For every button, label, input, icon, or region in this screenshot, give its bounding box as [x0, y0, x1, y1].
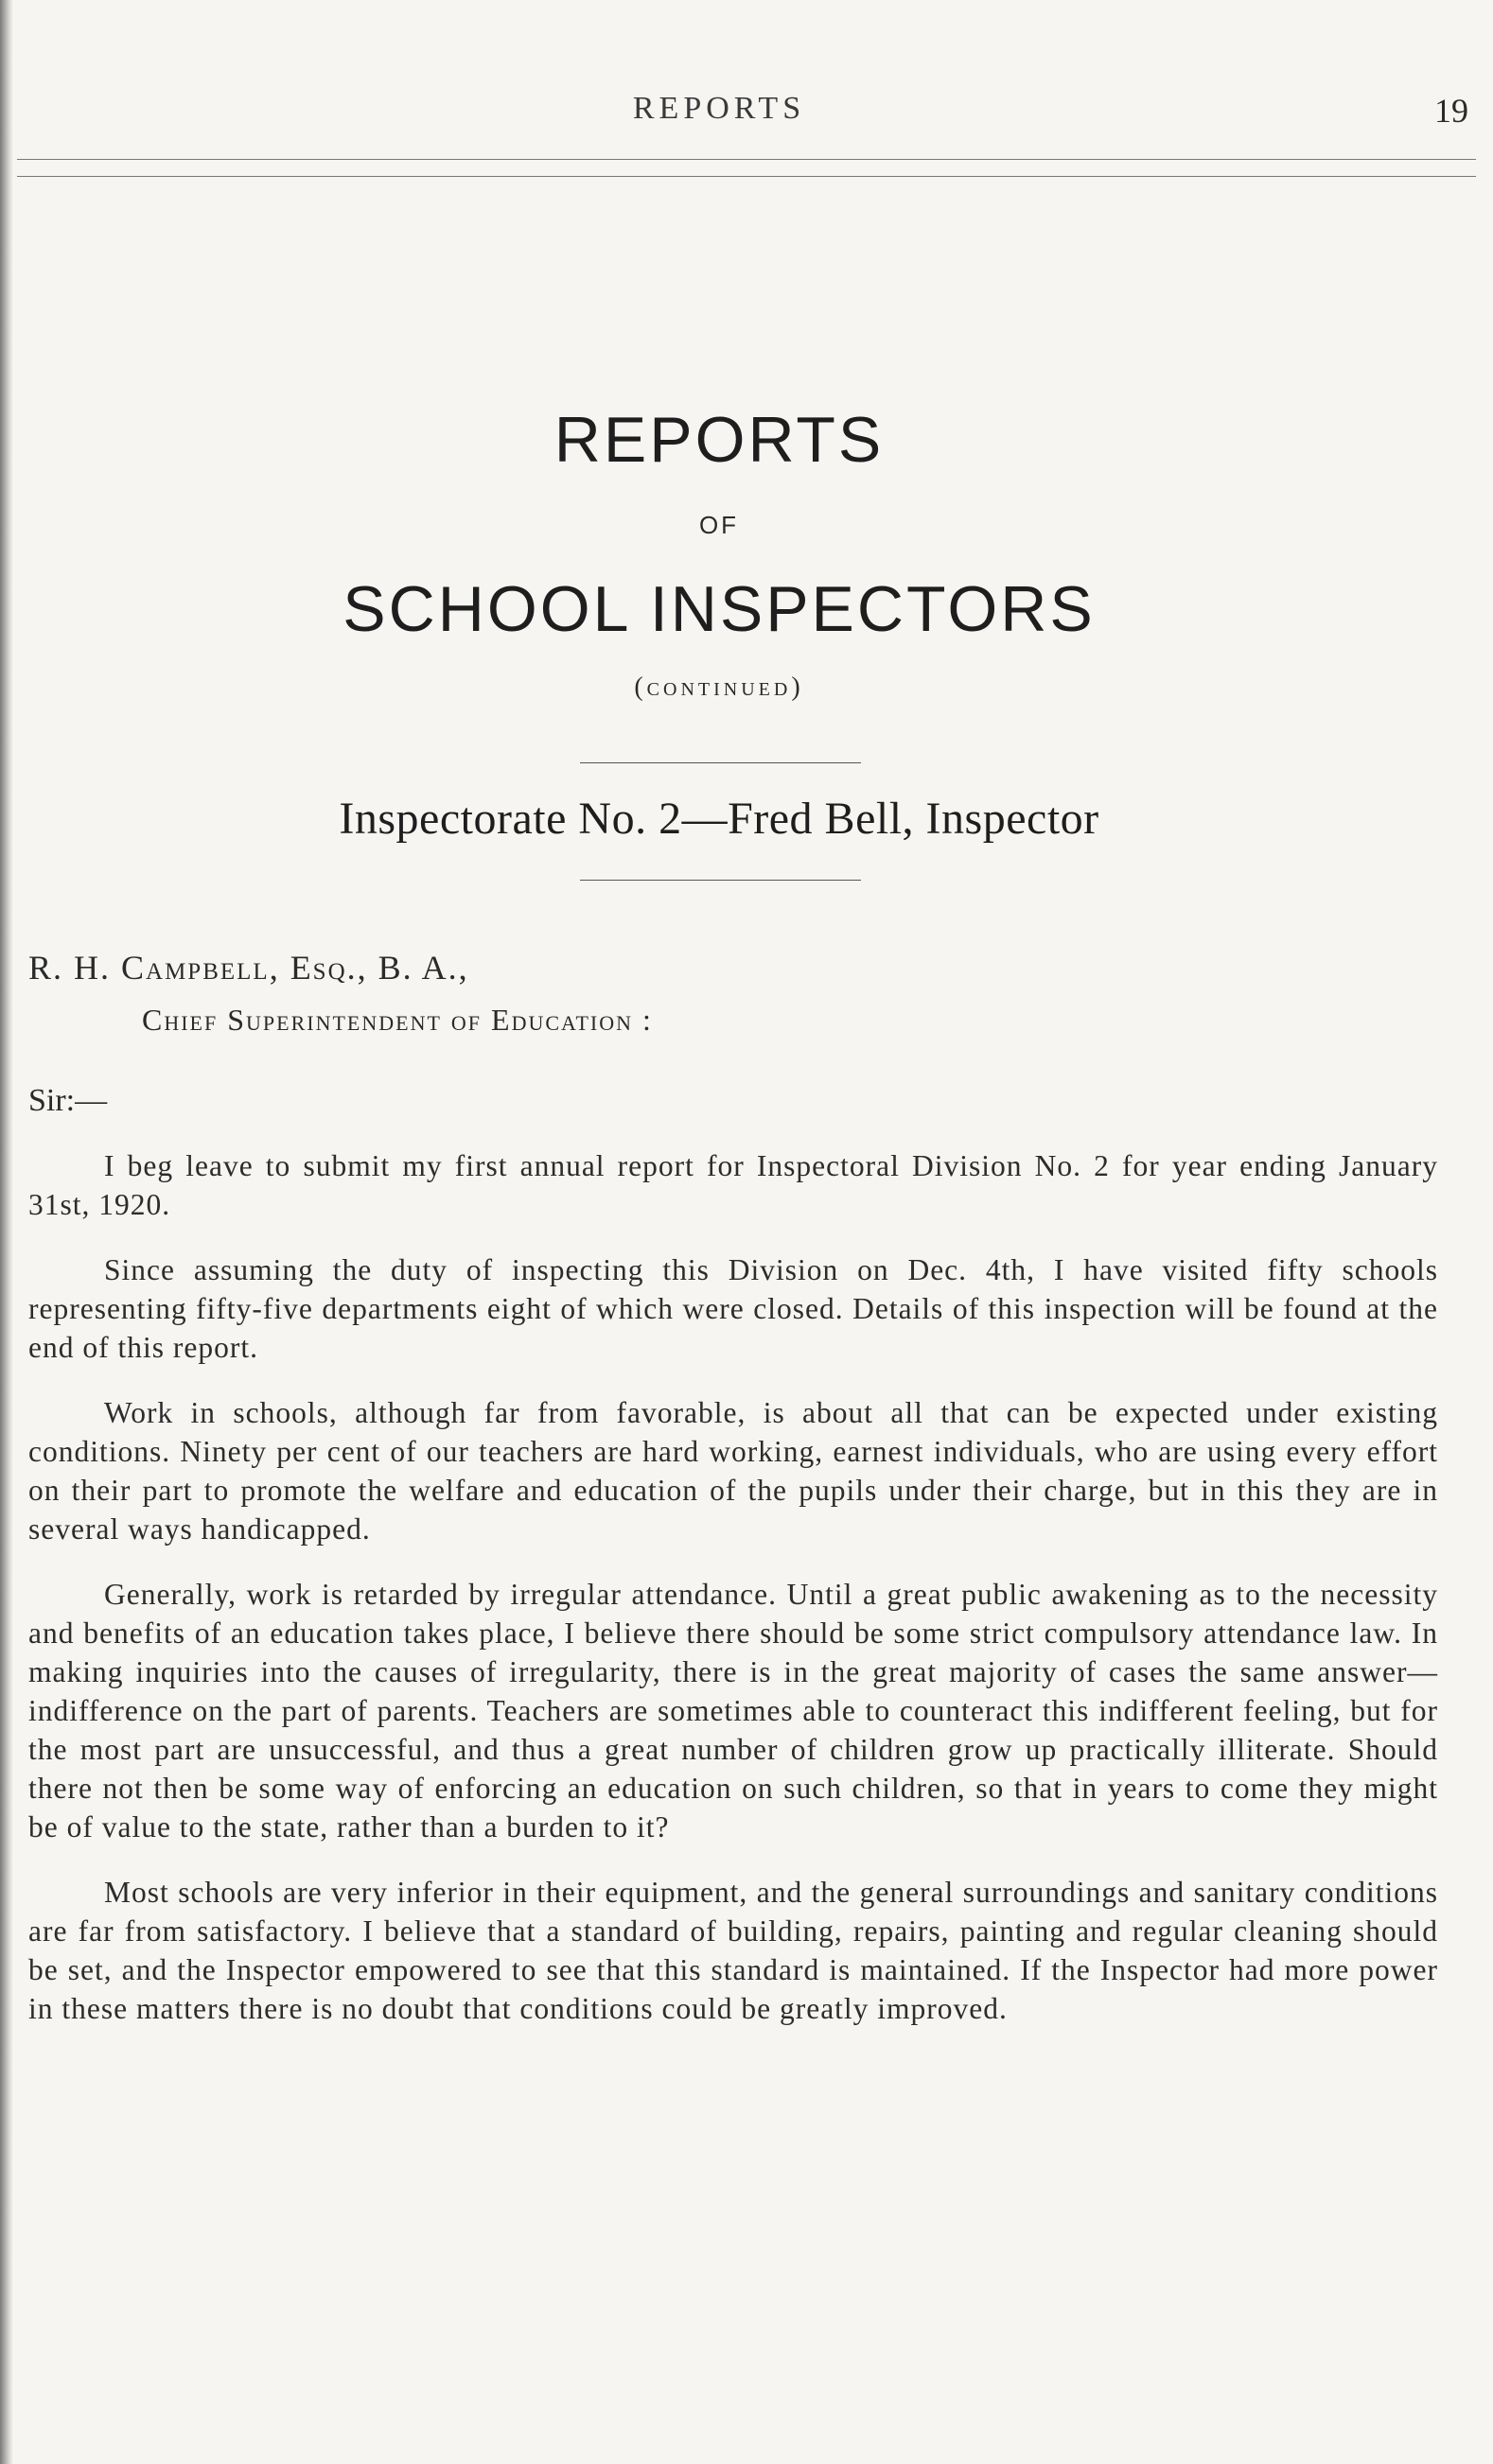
- page-number: 19: [1434, 92, 1468, 130]
- title-reports: REPORTS: [553, 404, 885, 476]
- title-divider-rule: [580, 762, 861, 763]
- paragraph: Since assuming the duty of inspecting this Division on Dec. 4th, I have visited fifty schools representing fifty-five departments eight of which were closed. Details of this inspection will be found at the end of this report.: [28, 1253, 1438, 1364]
- header-rule-secondary: [17, 176, 1476, 177]
- title-block: [0, 404, 1438, 704]
- running-head: [0, 91, 1493, 138]
- title-of: OF: [698, 511, 740, 539]
- title-school-inspectors: SCHOOL INSPECTORS: [343, 573, 1096, 645]
- paragraph: Generally, work is retarded by irregular attendance. Until a great public awakening as to the necessity and benefits of an education takes place, I believe there should be some strict compulsory attendance law. In making inquiries into the causes of irregularity, there is in the great majority of cases the same answer—indifference on the part of parents. Teachers are sometimes able to counteract this indifferent feeling, but for the most part are unsuccessful, and thus a great number of children grow up practically illiterate. Should there not then be some way of enforcing an education on such children, so that in years to come they might be of value to the state, rather than a burden to it?: [28, 1578, 1438, 1844]
- report-body: [28, 1146, 1438, 2054]
- running-head-title: REPORTS: [632, 91, 806, 126]
- subheading-divider-rule: [580, 880, 861, 881]
- inspectorate-subheading: Inspectorate No. 2—Fred Bell, Inspector: [339, 794, 1099, 844]
- paragraph: I beg leave to submit my first annual report for Inspectoral Division No. 2 for year ending January 31st, 1920.: [28, 1149, 1438, 1221]
- header-rule: [17, 159, 1476, 160]
- title-continued: (continued): [634, 673, 804, 702]
- salutation: Sir:—: [28, 1083, 108, 1118]
- page-binding-edge: [0, 0, 13, 2464]
- paragraph: Work in schools, although far from favorable, is about all that can be expected under existing conditions. Ninety per cent of our teachers are hard working, earnest individuals, who are using every effort on their part to promote the welfare and education of the pupils under their charge, but in this they are in several ways handicapped.: [28, 1396, 1438, 1546]
- addressee-name: R. H. Campbell, Esq., B. A.,: [28, 949, 469, 987]
- addressee-title: Chief Superintendent of Education :: [142, 1003, 653, 1037]
- paragraph: Most schools are very inferior in their equipment, and the general surroundings and sanitary conditions are far from satisfactory. I believe that a standard of building, repairs, painting and regular cleaning should be set, and the Inspector empowered to see that this standard is maintained. If the Inspector had more power in these matters there is no doubt that conditions could be greatly improved.: [28, 1876, 1438, 2025]
